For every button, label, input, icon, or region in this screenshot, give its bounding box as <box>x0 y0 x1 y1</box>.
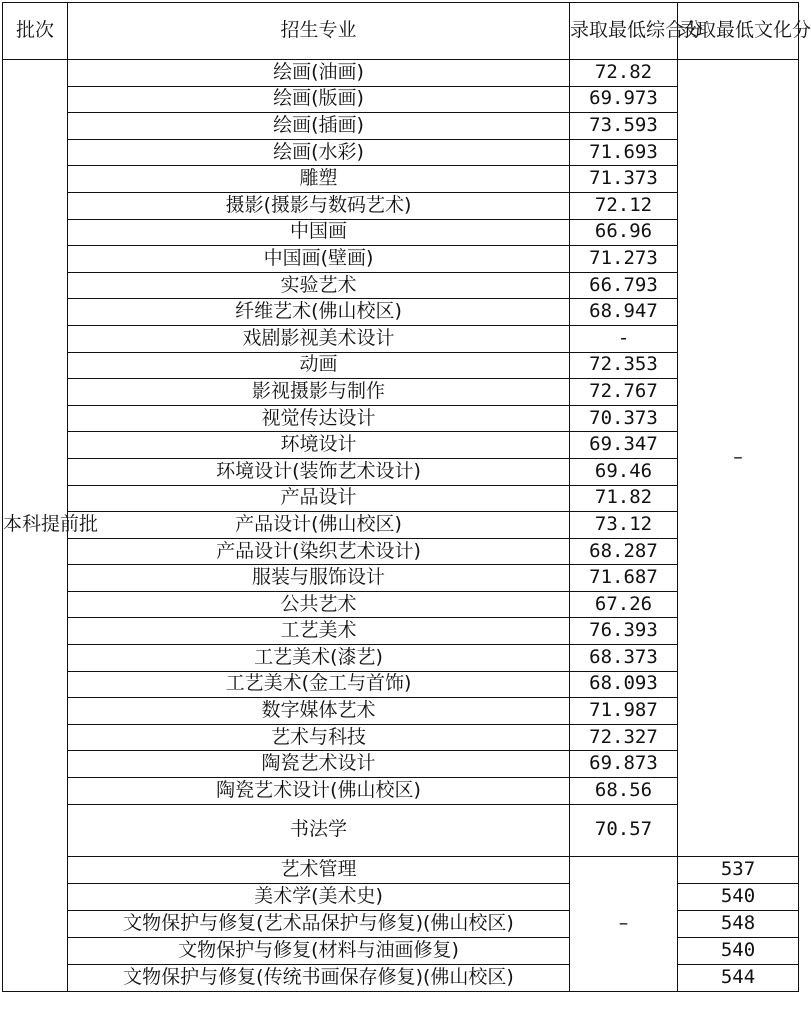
major-cell: 纤维艺术(佛山校区) <box>68 299 570 326</box>
major-cell: 环境设计(装饰艺术设计) <box>68 458 570 485</box>
culture-score-cell: 540 <box>678 883 799 910</box>
major-cell: 视觉传达设计 <box>68 405 570 432</box>
culture-score-cell: 540 <box>678 937 799 964</box>
major-cell: 环境设计 <box>68 432 570 459</box>
table-row <box>3 60 799 87</box>
composite-score-cell: 68.947 <box>570 299 678 326</box>
major-cell: 文物保护与修复(传统书画保存修复)(佛山校区) <box>68 964 570 991</box>
composite-score-cell: 70.373 <box>570 405 678 432</box>
major-cell: 戏剧影视美术设计 <box>68 325 570 352</box>
header-min-composite: 录取最低综合分 <box>570 3 678 60</box>
major-cell: 艺术与科技 <box>68 724 570 751</box>
major-cell: 陶瓷艺术设计 <box>68 751 570 778</box>
major-cell: 中国画 <box>68 219 570 246</box>
composite-score-cell: 69.46 <box>570 458 678 485</box>
composite-score-cell: 68.56 <box>570 778 678 805</box>
composite-score-cell: 67.26 <box>570 591 678 618</box>
major-cell: 雕塑 <box>68 166 570 193</box>
composite-score-cell: 69.973 <box>570 86 678 113</box>
culture-score-cell: 548 <box>678 910 799 937</box>
major-cell: 服装与服饰设计 <box>68 565 570 592</box>
table-row <box>3 883 799 910</box>
major-cell: 绘画(油画) <box>68 60 570 87</box>
major-cell: 影视摄影与制作 <box>68 379 570 406</box>
composite-score-cell: 73.12 <box>570 512 678 539</box>
header-min-culture: 录取最低文化分 <box>678 3 799 60</box>
composite-score-cell: - <box>570 325 678 352</box>
table-row <box>3 856 799 883</box>
major-cell: 实验艺术 <box>68 272 570 299</box>
composite-score-dash: – <box>570 856 678 991</box>
composite-score-cell: 73.593 <box>570 113 678 140</box>
composite-score-cell: 71.273 <box>570 246 678 273</box>
header-batch: 批次 <box>3 3 68 60</box>
composite-score-cell: 68.093 <box>570 671 678 698</box>
composite-score-cell: 66.793 <box>570 272 678 299</box>
major-cell: 产品设计(佛山校区) <box>68 512 570 539</box>
culture-score-dash: – <box>678 60 799 857</box>
composite-score-cell: 71.373 <box>570 166 678 193</box>
major-cell: 美术学(美术史) <box>68 883 570 910</box>
culture-score-cell: 544 <box>678 964 799 991</box>
major-cell: 绘画(水彩) <box>68 139 570 166</box>
major-cell: 工艺美术 <box>68 618 570 645</box>
admission-score-table <box>2 2 811 992</box>
table-row <box>3 937 799 964</box>
major-cell: 产品设计(染织艺术设计) <box>68 538 570 565</box>
composite-score-cell: 69.873 <box>570 751 678 778</box>
composite-score-cell: 72.12 <box>570 192 678 219</box>
composite-score-cell: 76.393 <box>570 618 678 645</box>
batch-cell: 本科提前批 <box>3 60 68 992</box>
major-cell: 摄影(摄影与数码艺术) <box>68 192 570 219</box>
composite-score-cell: 72.327 <box>570 724 678 751</box>
major-cell: 数字媒体艺术 <box>68 698 570 725</box>
major-cell: 工艺美术(金工与首饰) <box>68 671 570 698</box>
table-row <box>3 910 799 937</box>
major-cell: 产品设计 <box>68 485 570 512</box>
major-cell: 动画 <box>68 352 570 379</box>
composite-score-cell: 71.82 <box>570 485 678 512</box>
composite-score-cell: 68.287 <box>570 538 678 565</box>
composite-score-cell: 71.693 <box>570 139 678 166</box>
culture-score-cell: 537 <box>678 856 799 883</box>
table-body <box>3 60 799 992</box>
major-cell: 艺术管理 <box>68 856 570 883</box>
major-cell: 工艺美术(漆艺) <box>68 645 570 672</box>
major-cell: 中国画(壁画) <box>68 246 570 273</box>
major-cell: 文物保护与修复(艺术品保护与修复)(佛山校区) <box>68 910 570 937</box>
major-cell: 绘画(插画) <box>68 113 570 140</box>
composite-score-cell: 71.687 <box>570 565 678 592</box>
composite-score-cell: 72.767 <box>570 379 678 406</box>
composite-score-cell: 66.96 <box>570 219 678 246</box>
composite-score-cell: 71.987 <box>570 698 678 725</box>
composite-score-cell: 68.373 <box>570 645 678 672</box>
major-cell: 公共艺术 <box>68 591 570 618</box>
major-cell: 文物保护与修复(材料与油画修复) <box>68 937 570 964</box>
table-row <box>3 964 799 991</box>
major-cell: 绘画(版画) <box>68 86 570 113</box>
composite-score-cell: 72.82 <box>570 60 678 87</box>
header-row <box>3 3 799 60</box>
header-major: 招生专业 <box>68 3 570 60</box>
composite-score-cell: 70.57 <box>570 804 678 856</box>
major-cell: 陶瓷艺术设计(佛山校区) <box>68 778 570 805</box>
major-cell: 书法学 <box>68 804 570 856</box>
composite-score-cell: 69.347 <box>570 432 678 459</box>
composite-score-cell: 72.353 <box>570 352 678 379</box>
